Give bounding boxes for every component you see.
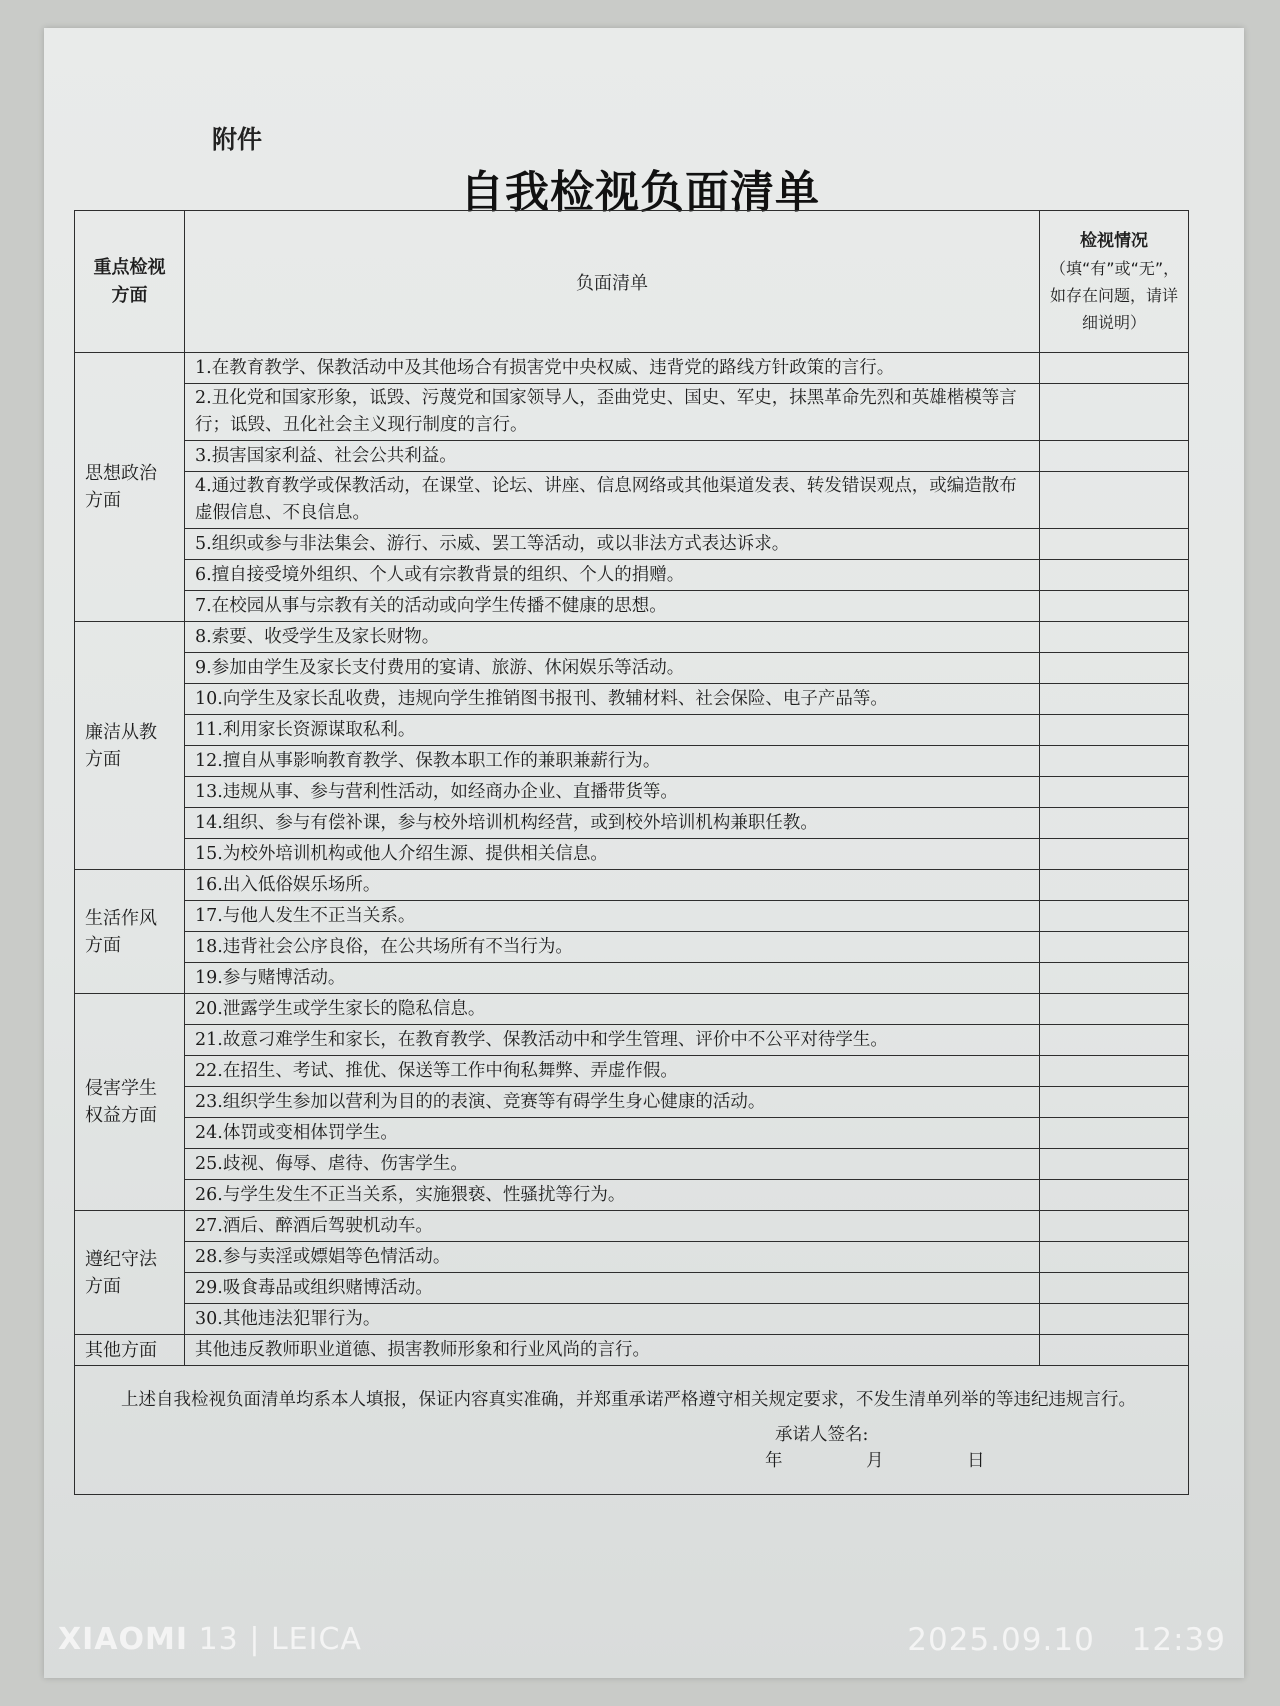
table-row: [75, 384, 1189, 441]
checklist-item: 20.泄露学生或学生家长的隐私信息。: [185, 994, 1040, 1025]
commitment-cell: [75, 1366, 1189, 1495]
status-fill-cell[interactable]: [1040, 1118, 1189, 1149]
checklist-item: 4.通过教育教学或保教活动，在课堂、论坛、讲座、信息网络或其他渠道发表、转发错误观点，或编造散布虚假信息、不良信息。: [185, 472, 1040, 529]
table-row: [75, 353, 1189, 384]
table-row: [75, 963, 1189, 994]
category-cell: 其他方面: [75, 1335, 185, 1366]
status-fill-cell[interactable]: [1040, 1211, 1189, 1242]
status-fill-cell[interactable]: [1040, 353, 1189, 384]
header-category: 重点检视方面: [75, 211, 185, 353]
commitment-row: [75, 1366, 1189, 1495]
table-row: [75, 1180, 1189, 1211]
checklist-item: 19.参与赌博活动。: [185, 963, 1040, 994]
table-row: [75, 870, 1189, 901]
table-row: [75, 1273, 1189, 1304]
category-cell: 生活作风方面: [75, 870, 185, 994]
table-row: [75, 1056, 1189, 1087]
status-fill-cell[interactable]: [1040, 591, 1189, 622]
checklist-item: 15.为校外培训机构或他人介绍生源、提供相关信息。: [185, 839, 1040, 870]
table-row: [75, 932, 1189, 963]
attachment-label: 附件: [212, 125, 263, 154]
camera-lens: LEICA: [270, 1622, 362, 1657]
status-fill-cell[interactable]: [1040, 1149, 1189, 1180]
category-cell: 遵纪守法方面: [75, 1211, 185, 1335]
table-header-row: [75, 211, 1189, 353]
checklist-item: 1.在教育教学、保教活动中及其他场合有损害党中央权威、违背党的路线方针政策的言行。: [185, 353, 1040, 384]
photo-time: 12:39: [1131, 1622, 1226, 1658]
status-fill-cell[interactable]: [1040, 932, 1189, 963]
status-fill-cell[interactable]: [1040, 1056, 1189, 1087]
status-fill-cell[interactable]: [1040, 684, 1189, 715]
table-row: [75, 1118, 1189, 1149]
checklist-item: 21.故意刁难学生和家长，在教育教学、保教活动中和学生管理、评价中不公平对待学生。: [185, 1025, 1040, 1056]
commitment-text: 上述自我检视负面清单均系本人填报，保证内容真实准确，并郑重承诺严格遵守相关规定要求，不发生清单列举的等违纪违规言行。: [121, 1390, 1136, 1410]
table-row: [75, 715, 1189, 746]
table-row: [75, 591, 1189, 622]
table-row: [75, 1242, 1189, 1273]
checklist-item: 6.擅自接受境外组织、个人或有宗教背景的组织、个人的捐赠。: [185, 560, 1040, 591]
checklist-item: 8.索要、收受学生及家长财物。: [185, 622, 1040, 653]
checklist-item: 28.参与卖淫或嫖娼等色情活动。: [185, 1242, 1040, 1273]
status-fill-cell[interactable]: [1040, 1180, 1189, 1211]
status-fill-cell[interactable]: [1040, 715, 1189, 746]
photo-timestamp: [881, 1622, 1226, 1658]
checklist-item: 23.组织学生参加以营利为目的的表演、竞赛等有碍学生身心健康的活动。: [185, 1087, 1040, 1118]
checklist-item: 3.损害国家利益、社会公共利益。: [185, 441, 1040, 472]
checklist-item: 12.擅自从事影响教育教学、保教本职工作的兼职兼薪行为。: [185, 746, 1040, 777]
table-row: [75, 441, 1189, 472]
status-fill-cell[interactable]: [1040, 1242, 1189, 1273]
status-fill-cell[interactable]: [1040, 472, 1189, 529]
status-fill-cell[interactable]: [1040, 441, 1189, 472]
date-year-label: 年: [765, 1451, 783, 1471]
table-row: [75, 1149, 1189, 1180]
checklist-item: 30.其他违法犯罪行为。: [185, 1304, 1040, 1335]
status-fill-cell[interactable]: [1040, 870, 1189, 901]
header-status-note: （填“有”或“无”，如存在问题，请详细说明）: [1050, 258, 1180, 332]
status-fill-cell[interactable]: [1040, 653, 1189, 684]
table-row: [75, 1087, 1189, 1118]
checklist-item: 5.组织或参与非法集会、游行、示威、罢工等活动，或以非法方式表达诉求。: [185, 529, 1040, 560]
camera-watermark: [58, 1622, 362, 1657]
checklist-item: 27.酒后、醉酒后驾驶机动车。: [185, 1211, 1040, 1242]
status-fill-cell[interactable]: [1040, 901, 1189, 932]
signature-date: [765, 1448, 1178, 1474]
checklist-item: 26.与学生发生不正当关系，实施猥亵、性骚扰等行为。: [185, 1180, 1040, 1211]
table-row: [75, 808, 1189, 839]
table-row: [75, 653, 1189, 684]
table-row: [75, 901, 1189, 932]
status-fill-cell[interactable]: [1040, 1273, 1189, 1304]
header-status-title: 检视情况: [1080, 230, 1148, 251]
table-row: [75, 622, 1189, 653]
checklist-item: 29.吸食毒品或组织赌博活动。: [185, 1273, 1040, 1304]
table-row: [75, 529, 1189, 560]
table-row: [75, 746, 1189, 777]
checklist-item: 其他违反教师职业道德、损害教师形象和行业风尚的言行。: [185, 1335, 1040, 1366]
status-fill-cell[interactable]: [1040, 994, 1189, 1025]
photo-date: 2025.09.10: [907, 1622, 1095, 1658]
status-fill-cell[interactable]: [1040, 963, 1189, 994]
table-row: [75, 472, 1189, 529]
status-fill-cell[interactable]: [1040, 560, 1189, 591]
status-fill-cell[interactable]: [1040, 1025, 1189, 1056]
status-fill-cell[interactable]: [1040, 746, 1189, 777]
status-fill-cell[interactable]: [1040, 529, 1189, 560]
signature-label: 承诺人签名:: [775, 1425, 869, 1445]
status-fill-cell[interactable]: [1040, 808, 1189, 839]
checklist-item: 18.违背社会公序良俗，在公共场所有不当行为。: [185, 932, 1040, 963]
camera-model: 13: [198, 1622, 239, 1657]
table-row: [75, 1335, 1189, 1366]
header-status: [1040, 211, 1189, 353]
checklist-body: [75, 353, 1189, 1366]
date-day-label: 日: [967, 1451, 985, 1471]
header-list: 负面清单: [185, 211, 1040, 353]
table-row: [75, 839, 1189, 870]
checklist-item: 22.在招生、考试、推优、保送等工作中徇私舞弊、弄虚作假。: [185, 1056, 1040, 1087]
table-row: [75, 684, 1189, 715]
status-fill-cell[interactable]: [1040, 1304, 1189, 1335]
status-fill-cell[interactable]: [1040, 384, 1189, 441]
checklist-item: 2.丑化党和国家形象，诋毁、污蔑党和国家领导人，歪曲党史、国史、军史，抹黑革命先烈和英雄楷模等言行；诋毁、丑化社会主义现行制度的言行。: [185, 384, 1040, 441]
table-row: [75, 560, 1189, 591]
checklist-item: 16.出入低俗娱乐场所。: [185, 870, 1040, 901]
document-title: 自我检视负面清单: [460, 167, 820, 218]
watermark-divider: |: [249, 1622, 271, 1657]
table-row: [75, 1211, 1189, 1242]
status-fill-cell[interactable]: [1040, 622, 1189, 653]
date-month-label: 月: [866, 1451, 884, 1471]
checklist-item: 25.歧视、侮辱、虐待、伤害学生。: [185, 1149, 1040, 1180]
table-row: [75, 777, 1189, 808]
status-fill-cell[interactable]: [1040, 1335, 1189, 1366]
checklist-item: 7.在校园从事与宗教有关的活动或向学生传播不健康的思想。: [185, 591, 1040, 622]
status-fill-cell[interactable]: [1040, 1087, 1189, 1118]
checklist-item: 10.向学生及家长乱收费，违规向学生推销图书报刊、教辅材料、社会保险、电子产品等。: [185, 684, 1040, 715]
category-cell: 思想政治方面: [75, 353, 185, 622]
table-row: [75, 994, 1189, 1025]
checklist-item: 17.与他人发生不正当关系。: [185, 901, 1040, 932]
checklist-item: 11.利用家长资源谋取私利。: [185, 715, 1040, 746]
status-fill-cell[interactable]: [1040, 777, 1189, 808]
category-cell: 侵害学生权益方面: [75, 994, 185, 1211]
table-row: [75, 1025, 1189, 1056]
table-row: [75, 1304, 1189, 1335]
status-fill-cell[interactable]: [1040, 839, 1189, 870]
checklist-item: 14.组织、参与有偿补课，参与校外培训机构经营，或到校外培训机构兼职任教。: [185, 808, 1040, 839]
checklist-item: 13.违规从事、参与营利性活动，如经商办企业、直播带货等。: [185, 777, 1040, 808]
category-cell: 廉洁从教方面: [75, 622, 185, 870]
negative-checklist-table: [74, 210, 1189, 1495]
checklist-item: 24.体罚或变相体罚学生。: [185, 1118, 1040, 1149]
checklist-item: 9.参加由学生及家长支付费用的宴请、旅游、休闲娱乐等活动。: [185, 653, 1040, 684]
camera-brand: XIAOMI: [58, 1622, 189, 1657]
